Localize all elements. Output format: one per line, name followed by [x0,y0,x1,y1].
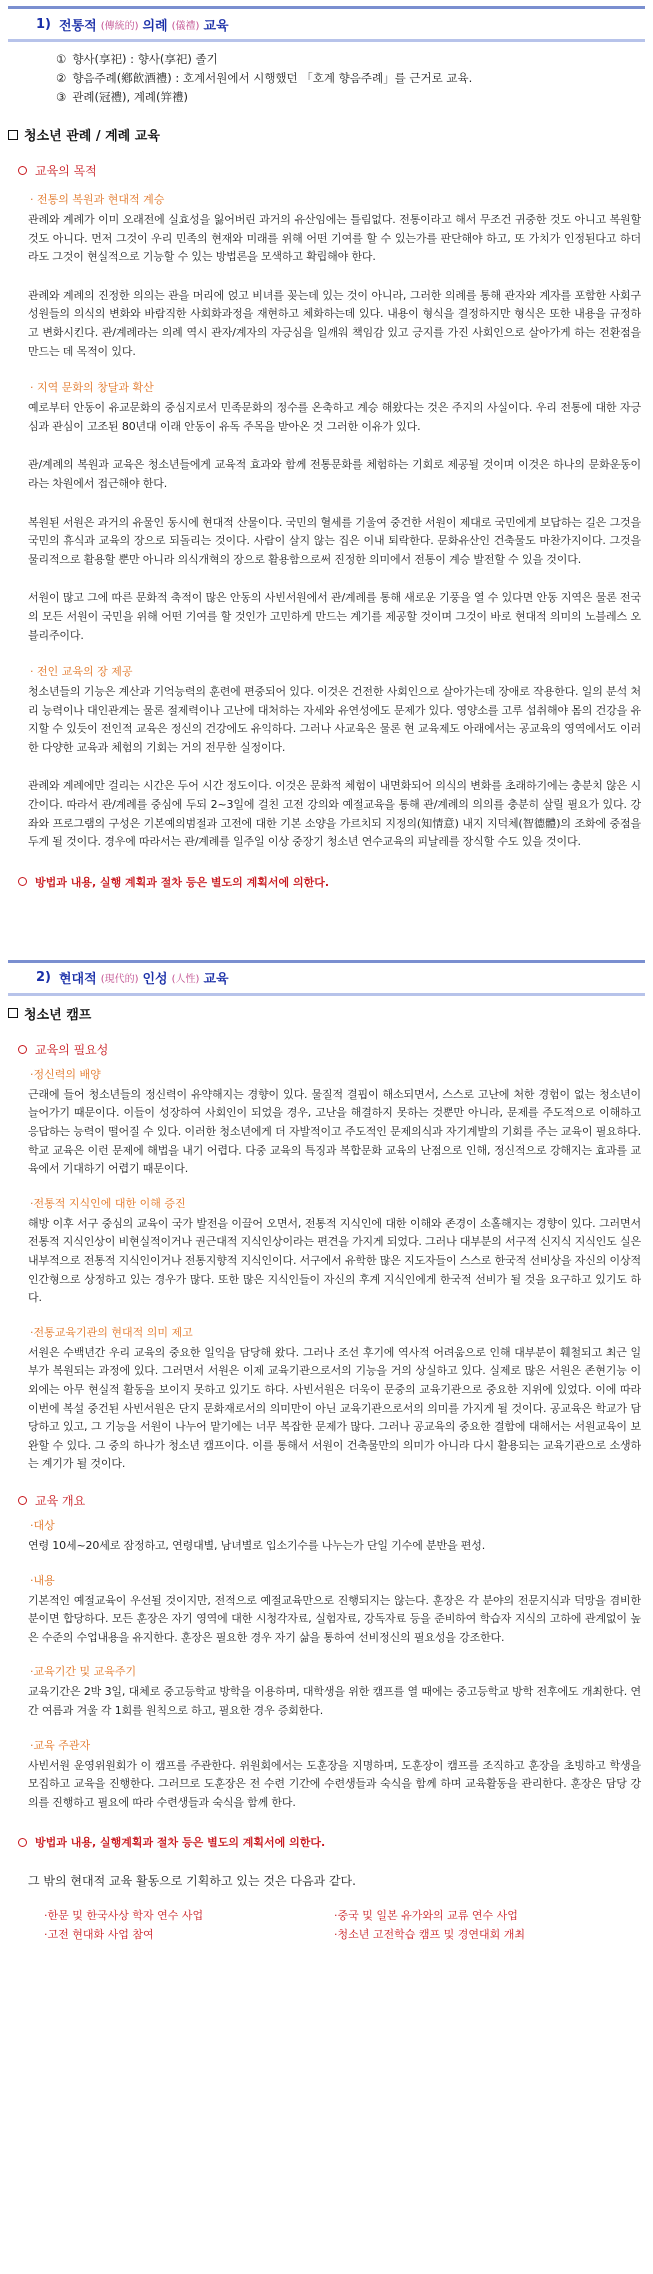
paragraph: 예로부터 안동이 유교문화의 중심지로서 민족문화의 정수를 온축하고 계승 해왔다는 것은 주지의 사실이다. 우리 전통에 대한 자긍심과 관심이 고조된 80년대 이래 안동이 유독 주목을 받아온 것 그러한 이유가 있다. [28,401,641,433]
square-bullet-icon [8,130,18,140]
circle-bullet-icon [18,877,27,886]
list-item [56,88,645,107]
block-heading: ·교육기간 및 교육주기 [30,1665,137,1679]
purpose-heading [18,162,645,179]
block-heading: ·전통적 지식인에 대한 이해 증진 [30,1196,186,1210]
section1-title-b-hanja: (儀禮) [171,20,200,32]
paragraph: 기본적인 예절교육이 우선될 것이지만, 전적으로 예절교육만으로 진행되지는 않는다. 훈장은 각 분야의 전문지식과 덕망을 겸비한 분이면 합당하다. 모든 훈장은 자기 영역에 대한 시청각자료, 실험자료, 강독자료 등을 준비하여 학습자 지식의 고하에 관계없이 높은 수준의 수업내용을 유지한다. 훈장은 필요한 경우 자기 삶을 통하여 선비정신의 필요성을 강조한다. [28,1593,641,1644]
paragraph: 근래에 들어 청소년들의 정신력이 유약해지는 경향이 있다. 물질적 결핍이 해소되면서, 스스로 고난에 처한 경험이 없는 청소년이 늘어가기 때문이다. 이들이 성장하여 사회인이 되었을 경우, 고난을 해결하지 못하는 것뿐만 아니라, 문제를 주도적으로 이해하고 응답하는 능력이 떨어질 수 있다. 이러한 청소년에게 더 자발적이고 주도적인 문제의식과 자기계발의 기회를 주는 교육이 필요하다. 학교 교육은 이런 문제에 해법을 내기 어렵다. 다중 교육의 특징과 복합문화 교육의 난점으로 인해, 정신적으로 강해지는 효과를 교육에서 기대하기 어렵기 때문이다. [28,1087,641,1176]
section1-header [8,6,645,42]
section1-item-list [56,50,645,107]
section1-subtitle [8,125,645,144]
section1-title-a-hanja: (傳統的) [100,20,139,32]
item-text: 향사(享祀) : 향사(享祀) 졸기 [72,52,218,66]
overview-heading [18,1492,645,1509]
block-heading: ·정신력의 배양 [30,1067,101,1081]
section2-note [18,1834,645,1850]
section2-number: 2) [36,970,51,986]
block-heading: · 전통의 복원과 현대적 계승 [30,193,165,206]
section2-note-text: 방법과 내용, 실행계획과 절차 등은 별도의 계획서에 의한다. [35,1836,326,1850]
item-text: 관례(冠禮), 계례(笄禮) [72,90,189,104]
paragraph: 연령 10세~20세로 잠정하고, 연령대별, 남녀별로 입소기수를 나누는가 단일 기수에 분반을 편성. [28,1538,486,1552]
paragraph: 관/계례의 복원과 교육은 청소년들에게 교육적 효과와 함께 전통문화를 체험하는 기회로 제공될 것이며 이것은 하나의 문화운동이라는 차원에서 접근해야 한다. [28,458,641,490]
need-heading [18,1041,645,1058]
block-heading: · 전인 교육의 장 제공 [30,665,133,679]
block-heading: ·대상 [30,1518,55,1532]
section2-title-b-hanja: (人性) [171,974,200,986]
activities-list [44,1907,645,1942]
activity-item: ·한문 및 한국사상 학자 연수 사업 [44,1909,204,1923]
purpose-heading-text: 교육의 목적 [35,164,97,178]
section1-subtitle-text: 청소년 관례 / 계례 교육 [24,129,160,144]
paragraph: 해방 이후 서구 중심의 교육이 국가 발전을 이끌어 오면서, 전통적 지식인에 대한 이해와 존경이 소홀해지는 경향이 있다. 그러면서 전통적 지식인상이 비현실적이거나 권근대적 지식인상이라는 편견을 가지게 되었다. 그러나 대부분의 서구적 신지식 지식인도 실은 내부적으로 전통적 지식인이거나 전통지향적 지식인이다. 서구에서 유학한 많은 지도자들이 스스로 한국적 선비상을 자신의 이상적 인간형으로 상정하고 있는 경우가 많다. 또한 많은 지식인들이 자신의 후계 지식인에게 한국적 선비가 될 것을 요구하고 있기도 하다. [28,1216,641,1305]
paragraph: 청소년들의 기능은 계산과 기억능력의 훈련에 편중되어 있다. 이것은 건전한 사회인으로 살아가는데 장애로 작용한다. 일의 분석 처리 능력이나 대인관계는 물론 절제력이나 고난에 대처하는 자세와 유연성에도 문제가 있다. 영양소를 고루 섭취해야 몸의 건강을 유지할 수 있듯이 전인적 교육은 정신의 건강에도 유익하다. 그러나 사교육은 물론 현 교육제도 아래에서는 공교육의 영역에서도 이러한 다양한 교육과 체험의 기회는 거의 전무한 실정이다. [28,685,641,754]
circle-bullet-icon [18,1838,27,1847]
paragraph: 관례와 계례가 이미 오래전에 실효성을 잃어버린 과거의 유산임에는 틀림없다. 전통이라고 해서 무조건 귀중한 것도 아니고 복원할 것도 아니다. 먼저 그것이 우리 민족의 현재와 미래를 위해 어떤 기여를 할 수 있는가를 판단해야 하고, 또 가치가 인정된다고 하더라도 그것이 현실적으로 기능할 수 있는 방법론을 모색하고 확립해야 한다. [28,213,641,264]
section1-note-text: 방법과 내용, 실행 계획과 절차 등은 별도의 계획서에 의한다. [35,875,330,889]
block-heading: ·전통교육기관의 현대적 의미 제고 [30,1325,193,1339]
block-heading: ·교육 주관자 [30,1738,91,1752]
item-marker: ① [56,52,67,66]
section1-number: 1) [36,16,51,32]
section2-subtitle-text: 청소년 캠프 [24,1007,92,1023]
item-marker: ② [56,71,67,85]
section1-title-c: 교육 [203,18,229,34]
section2-subtitle [8,1004,645,1023]
activity-item: ·청소년 고전학습 캠프 및 경연대회 개최 [334,1928,525,1942]
paragraph: 복원된 서원은 과거의 유물인 동시에 현대적 산물이다. 국민의 혈세를 기울여 중건한 서원이 제대로 국민에게 보답하는 길은 그것을 국민의 휴식과 교육의 장으로 되돌리는 것이다. 사람이 살지 않는 집은 이내 퇴락한다. 문화유산인 건축물도 마찬가지이다. 그것을 물리적으로 활용할 뿐만 아니라 의식개혁의 장으로 활용함으로써 진정한 의미에서 전통이 계승 발전할 수 있을 것이다. [28,515,641,566]
item-text: 향음주례(鄕飮酒禮) : 호계서원에서 시행했던 「호계 향음주례」를 근거로 교육. [72,71,473,85]
paragraph: 사빈서원 운영위원회가 이 캠프를 주관한다. 위원회에서는 도훈장을 지명하며, 도훈장이 캠프를 조직하고 훈장을 초빙하고 학생을 모집하고 교육을 진행한다. 그러므로 도훈장은 전 수련 기간에 수련생들과 숙식을 함께 하며 교육활동을 관리한다. 훈장은 담당 강의를 진행하고 필요에 따라 수련생들과 숙식을 함께 한다. [28,1758,641,1809]
activity-item: ·고전 현대화 사업 참여 [44,1928,154,1942]
document-page [8,6,645,1942]
section2-title-a: 현대적 [59,972,97,988]
section2-title-a-hanja: (現代的) [100,974,139,986]
section1-title-b: 의례 [142,18,168,34]
section2-header [8,960,645,996]
list-item [56,69,645,88]
circle-bullet-icon [18,1045,27,1054]
square-bullet-icon [8,1008,18,1018]
paragraph: 서원은 수백년간 우리 교육의 중요한 일익을 담당해 왔다. 그러나 조선 후기에 역사적 어려움으로 인해 대부분이 훼철되고 최근 일부가 복원되는 과정에 있다. 그러면서 서원은 이제 교육기관으로서의 기능을 거의 상실하고 있다. 실제로 많은 서원은 존현기능 이외에는 아무 현실적 활동을 보이지 못하고 있기도 하다. 사빈서원은 더욱이 문중의 교육기관으로 중요한 지위에 있었다. 이에 따라 이번에 복설 중건된 사빈서원은 단지 문화재로서의 의미만이 아닌 교육기관으로서의 의미를 가지게 될 것이다. 공교육은 학교가 담당하고 있고, 그 기능을 서원이 나누어 맡기에는 너무 복잡한 문제가 많다. 그러나 공교육의 중요한 결함에 대해서는 서원교육이 보완할 수 있다. 그 중의 하나가 청소년 캠프이다. 이를 통해서 서원이 건축물만의 의미가 아니라 다시 활용되는 교육기관으로 소생하는 계기가 될 것이다. [28,1345,641,1471]
block-heading: ·내용 [30,1573,55,1587]
need-heading-text: 교육의 필요성 [35,1042,109,1057]
paragraph: 관례와 계례의 진정한 의의는 관을 머리에 얹고 비녀를 꽂는데 있는 것이 아니라, 그러한 의례를 통해 관자와 계자를 포함한 사회구성원들의 의식의 변화와 바람직한 사회화과정을 재현하고 체화하는데 있다. 내용이 형식을 결정하지만 형식은 또한 내용을 규정하고 변화시킨다. 관/계례라는 의례 역시 관자/계자의 자긍심을 일깨워 책임감 있고 긍지를 가진 사회인으로 살아가게 하는 전환점을 만드는 데 목적이 있다. [28,288,641,358]
section1-note [18,874,645,890]
paragraph: 관례와 계례에만 걸리는 시간은 두어 시간 정도이다. 이것은 문화적 체험이 내면화되어 의식의 변화를 초래하기에는 충분치 않은 시간이다. 따라서 관/계례를 중심에 두되 2~3일에 걸친 고전 강의와 예절교육을 통해 관/계례의 의의를 충분히 살릴 필요가 있다. 강좌와 프로그램의 구성은 기본예의범절과 고전에 대한 기본 소양을 가르치되 지정의(知情意) 내지 지덕체(智德體)의 조화에 중점을 두게 될 것이다. 경우에 따라서는 관/계례를 일주일 이상 중장기 청소년 연수교육의 피날레를 장식할 수도 있을 것이다. [28,779,642,849]
section2-title-c: 교육 [203,972,229,988]
section2-title-b: 인성 [142,972,168,988]
section1-title-a: 전통적 [59,18,97,34]
paragraph: 서원이 많고 그에 따른 문화적 축적이 많은 안동의 사빈서원에서 관/계례를 통해 새로운 기풍을 열 수 있다면 안동 지역은 물론 전국의 모든 서원이 국민을 위해 어떤 기여를 할 것인가 고민하게 만드는 계기를 제공할 것이며 그것이 바로 현대적 의미의 노블레스 오블리주이다. [28,591,641,642]
circle-bullet-icon [18,166,27,175]
activity-item: ·중국 및 일본 유가와의 교류 연수 사업 [334,1909,518,1923]
block-heading: · 지역 문화의 창달과 확산 [30,381,154,395]
overview-heading-text: 교육 개요 [35,1493,86,1508]
list-item [56,50,645,69]
other-activities-intro: 그 밖의 현대적 교육 활동으로 기획하고 있는 것은 다음과 같다. [28,1874,356,1889]
item-marker: ③ [56,90,67,104]
paragraph: 교육기간은 2박 3일, 대체로 중고등학교 방학을 이용하며, 대학생을 위한 캠프를 열 때에는 중고등학교 방학 전후에도 개최한다. 연간 여름과 겨울 각 1회를 원칙으로 하고, 필요한 경우 증회한다. [28,1685,641,1717]
circle-bullet-icon [18,1496,27,1505]
